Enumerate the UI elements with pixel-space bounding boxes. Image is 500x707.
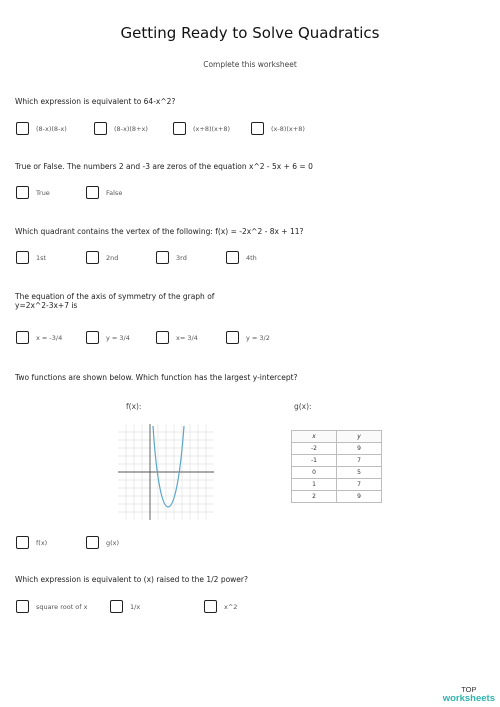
page-subtitle: Complete this worksheet: [203, 60, 297, 69]
checkbox[interactable]: [86, 536, 99, 549]
page-title: Getting Ready to Solve Quadratics: [120, 24, 380, 42]
q4-option-1[interactable]: x = -3/4: [16, 331, 62, 344]
table-cell: 9: [337, 443, 382, 455]
q3-option-4[interactable]: 4th: [226, 251, 257, 264]
question-1-text: Which expression is equivalent to 64-x^2?: [15, 97, 176, 106]
q3-option-1[interactable]: 1st: [16, 251, 46, 264]
q2-option-2[interactable]: False: [86, 186, 122, 199]
table-cell: 7: [337, 479, 382, 491]
q3-option-3[interactable]: 3rd: [156, 251, 187, 264]
q6-option-1[interactable]: square root of x: [16, 600, 88, 613]
q4-option-3[interactable]: x= 3/4: [156, 331, 198, 344]
question-4-text-line-1: The equation of the axis of symmetry of the graph of: [15, 292, 215, 301]
table-header-y: y: [337, 431, 382, 443]
question-2-text: True or False. The numbers 2 and -3 are zeros of the equation x^2 - 5x + 6 = 0: [15, 162, 313, 171]
q6-option-2[interactable]: 1/x: [110, 600, 140, 613]
table-header-row: [292, 431, 382, 443]
checkbox[interactable]: [16, 331, 29, 344]
question-6-text: Which expression is equivalent to (x) raised to the 1/2 power?: [15, 575, 248, 584]
q1-option-4[interactable]: (x-8)(x+8): [251, 122, 305, 135]
checkbox[interactable]: [16, 600, 29, 613]
q2-option-1[interactable]: True: [16, 186, 50, 199]
checkbox[interactable]: [156, 331, 169, 344]
question-3-text: Which quadrant contains the vertex of the following: f(x) = -2x^2 - 8x + 11?: [15, 227, 304, 236]
checkbox[interactable]: [16, 536, 29, 549]
logo-brand-text: worksheets: [442, 693, 495, 704]
table-cell: 2: [292, 491, 337, 503]
checkbox[interactable]: [156, 251, 169, 264]
q1-option-1[interactable]: (8-x)(8-x): [16, 122, 67, 135]
checkbox[interactable]: [86, 331, 99, 344]
checkbox[interactable]: [16, 186, 29, 199]
q5-option-2[interactable]: g(x): [86, 536, 119, 549]
table-header-x: x: [292, 431, 337, 443]
table-cell: 0: [292, 467, 337, 479]
table-cell: 7: [337, 455, 382, 467]
checkbox[interactable]: [16, 251, 29, 264]
parabola-curve: [153, 426, 184, 507]
table-row: [292, 467, 382, 479]
checkbox[interactable]: [251, 122, 264, 135]
checkbox[interactable]: [86, 186, 99, 199]
table-row: [292, 443, 382, 455]
table-row: [292, 455, 382, 467]
f-graph-label: f(x):: [126, 402, 142, 411]
logo-top-text: TOP: [461, 685, 477, 694]
topworksheets-logo: [443, 685, 495, 703]
table-cell: 9: [337, 491, 382, 503]
g-values-table: [291, 430, 382, 503]
table-cell: -2: [292, 443, 337, 455]
q3-option-2[interactable]: 2nd: [86, 251, 118, 264]
checkbox[interactable]: [110, 600, 123, 613]
table-row: [292, 479, 382, 491]
q5-option-1[interactable]: f(x): [16, 536, 47, 549]
q4-option-4[interactable]: y = 3/2: [226, 331, 270, 344]
checkbox[interactable]: [226, 331, 239, 344]
question-4-text-line-2: y=2x^2-3x+7 is: [15, 301, 78, 310]
checkbox[interactable]: [86, 251, 99, 264]
checkbox[interactable]: [204, 600, 217, 613]
table-cell: 5: [337, 467, 382, 479]
q4-option-2[interactable]: y = 3/4: [86, 331, 130, 344]
checkbox[interactable]: [226, 251, 239, 264]
checkbox[interactable]: [16, 122, 29, 135]
table-cell: -1: [292, 455, 337, 467]
q6-option-3[interactable]: x^2: [204, 600, 237, 613]
q1-option-3[interactable]: (x+8)(x+8): [173, 122, 230, 135]
g-table-label: g(x):: [294, 402, 312, 411]
table-row: [292, 491, 382, 503]
f-parabola-graph: [118, 424, 214, 520]
checkbox[interactable]: [94, 122, 107, 135]
checkbox[interactable]: [173, 122, 186, 135]
question-5-text: Two functions are shown below. Which function has the largest y-intercept?: [15, 373, 298, 382]
table-cell: 1: [292, 479, 337, 491]
q1-option-2[interactable]: (8-x)(8+x): [94, 122, 148, 135]
